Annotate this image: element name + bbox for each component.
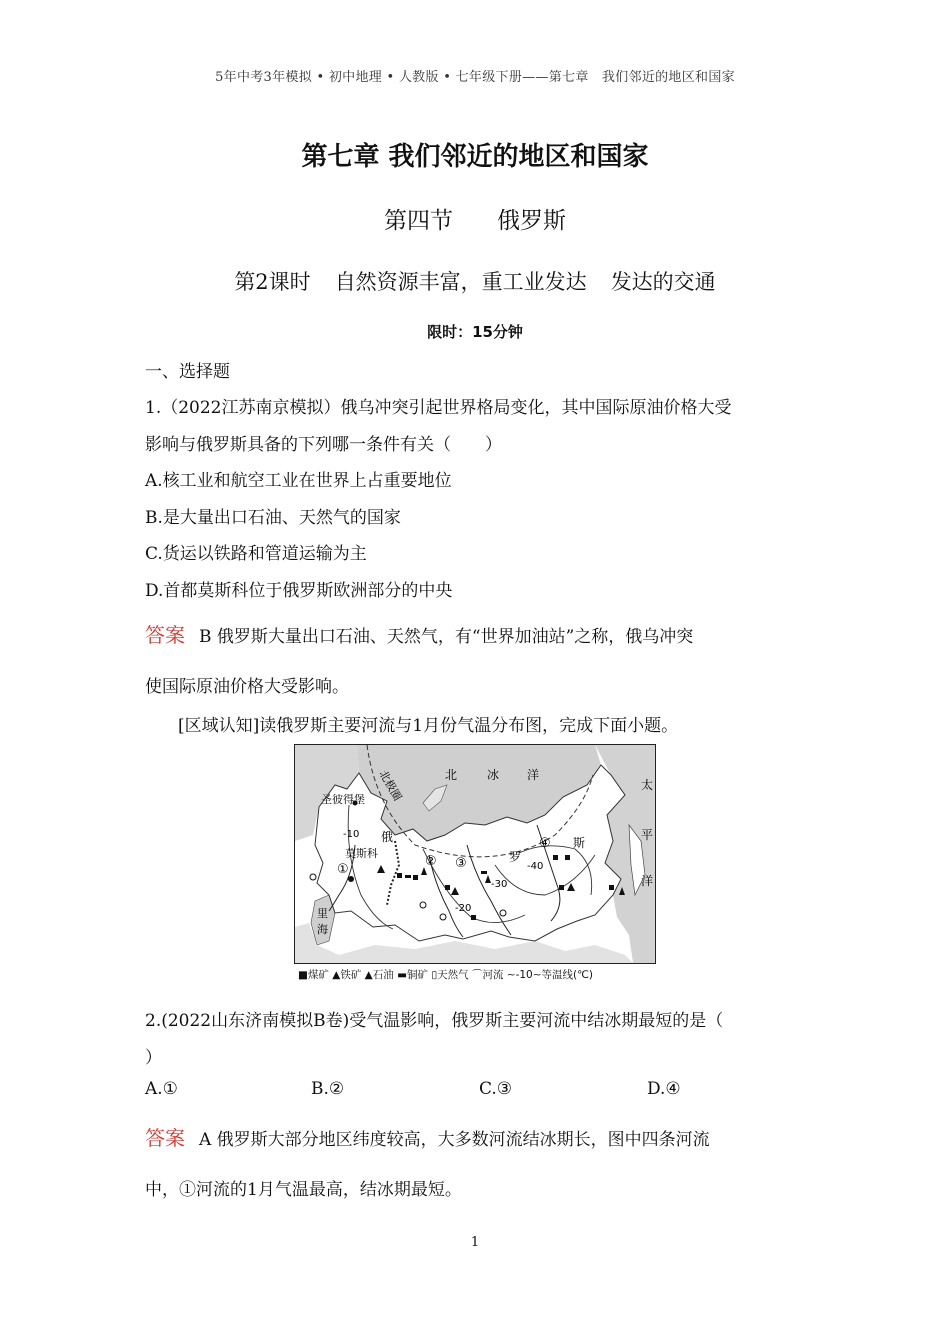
- q1-answer-label: 答案: [145, 623, 185, 647]
- lesson-number: 第2课时: [234, 270, 311, 294]
- q1-option-a: A.核工业和航空工业在世界上占重要地位: [145, 471, 452, 491]
- label-russia-3: 斯: [573, 836, 586, 850]
- section-name: 俄罗斯: [497, 208, 566, 234]
- page-number: 1: [470, 1235, 480, 1250]
- lesson-topic-1: 自然资源丰富，重工业发达: [334, 270, 587, 294]
- q1-answer-line1: B 俄罗斯大量出口石油、天然气，有“世界加油站”之称，俄乌冲突: [199, 627, 694, 647]
- coal-mine: [565, 855, 570, 860]
- q1-stem-line2: 影响与俄罗斯具备的下列哪一条件有关（ ）: [145, 435, 502, 455]
- map-intro: [区域认知]读俄罗斯主要河流与1月份气温分布图，完成下面小题。: [178, 716, 679, 736]
- coal-mine: [553, 855, 558, 860]
- section-number: 第四节: [384, 208, 453, 234]
- q2-answer-label: 答案: [145, 1126, 185, 1150]
- city-moscow-dot: [348, 876, 354, 882]
- map-legend: ■煤矿 ▲铁矿 ▲石油 ▬铜矿 ▯天然气 ⌒河流 ∼-10∼等温线(℃): [298, 969, 594, 981]
- label-ocean-north-2: 冰: [487, 768, 500, 782]
- q1-option-d: D.首都莫斯科位于俄罗斯欧洲部分的中央: [145, 581, 453, 601]
- coal-mine: [397, 873, 402, 878]
- q2-answer-line1: A 俄罗斯大部分地区纬度较高，大多数河流结冰期长，图中四条河流: [199, 1130, 710, 1150]
- label-caspian-1: 里: [317, 907, 328, 920]
- coal-mine: [471, 915, 476, 920]
- label-river-4: ④: [539, 836, 551, 851]
- q1-option-b: B.是大量出口石油、天然气的国家: [145, 508, 401, 528]
- label-russia-2: 罗: [509, 850, 522, 864]
- q2-stem-line1: 2.(2022山东济南模拟B卷)受气温影响，俄罗斯主要河流中结冰期最短的是（: [145, 1011, 724, 1031]
- label-caspian-2: 海: [317, 923, 328, 936]
- q2-option-b: B.②: [311, 1079, 345, 1099]
- copper-mine: [405, 875, 411, 878]
- coal-mine: [609, 885, 614, 890]
- label-moscow: 莫斯科: [345, 847, 378, 860]
- label-pacific-1: 太: [641, 778, 654, 792]
- russia-map: [295, 745, 655, 963]
- q1-stem-line1: 1.（2022江苏南京模拟）俄乌冲突引起世界格局变化，其中国际原油价格大受: [145, 398, 732, 418]
- label-st-petersburg: 圣彼得堡: [321, 793, 365, 806]
- label-isotherm-minus-30: -30: [491, 879, 508, 890]
- russia-map-figure: [294, 744, 656, 964]
- lesson-topic-2: 发达的交通: [610, 270, 716, 294]
- q2-stem-line2: ）: [145, 1048, 162, 1068]
- q2-option-d: D.④: [647, 1079, 681, 1099]
- time-limit: 限时：15分钟: [427, 323, 523, 341]
- coal-mine: [413, 875, 418, 880]
- label-isotherm-minus-20: -20: [455, 903, 472, 914]
- q1-answer-line2: 使国际原油价格大受影响。: [145, 677, 349, 697]
- page-header: 5年中考3年模拟 • 初中地理 • 人教版 • 七年级下册——第七章 我们邻近的地区和国家: [215, 70, 735, 85]
- q1-answer: [145, 610, 795, 712]
- label-isotherm-minus-40: -40: [527, 861, 544, 872]
- label-isotherm-minus-10: -10: [343, 829, 360, 840]
- label-arctic-circle: 北极圈: [376, 768, 405, 804]
- q1-option-c: C.货运以铁路和管道运输为主: [145, 544, 367, 564]
- q2-answer: [145, 1113, 795, 1215]
- lesson-title: [0, 266, 950, 296]
- label-river-1: ①: [337, 862, 349, 877]
- label-pacific-2: 平: [641, 828, 654, 842]
- q2-option-c: C.③: [479, 1079, 513, 1099]
- q2-answer-line2: 中，①河流的1月气温最高，结冰期最短。: [145, 1180, 462, 1200]
- q2-option-a: A.①: [145, 1079, 178, 1099]
- label-russia-1: 俄: [381, 830, 394, 844]
- label-river-2: ②: [425, 854, 437, 869]
- part-heading: 一、选择题: [145, 362, 230, 382]
- label-ocean-north-1: 北: [445, 768, 458, 782]
- coal-mine: [559, 885, 564, 890]
- coal-mine: [445, 885, 450, 890]
- copper-mine: [481, 871, 487, 874]
- section-title: [0, 202, 950, 235]
- label-river-3: ③: [455, 856, 467, 871]
- label-ocean-north-3: 洋: [527, 768, 540, 782]
- label-pacific-3: 洋: [641, 874, 654, 888]
- chapter-title: 第七章 我们邻近的地区和国家: [301, 142, 649, 172]
